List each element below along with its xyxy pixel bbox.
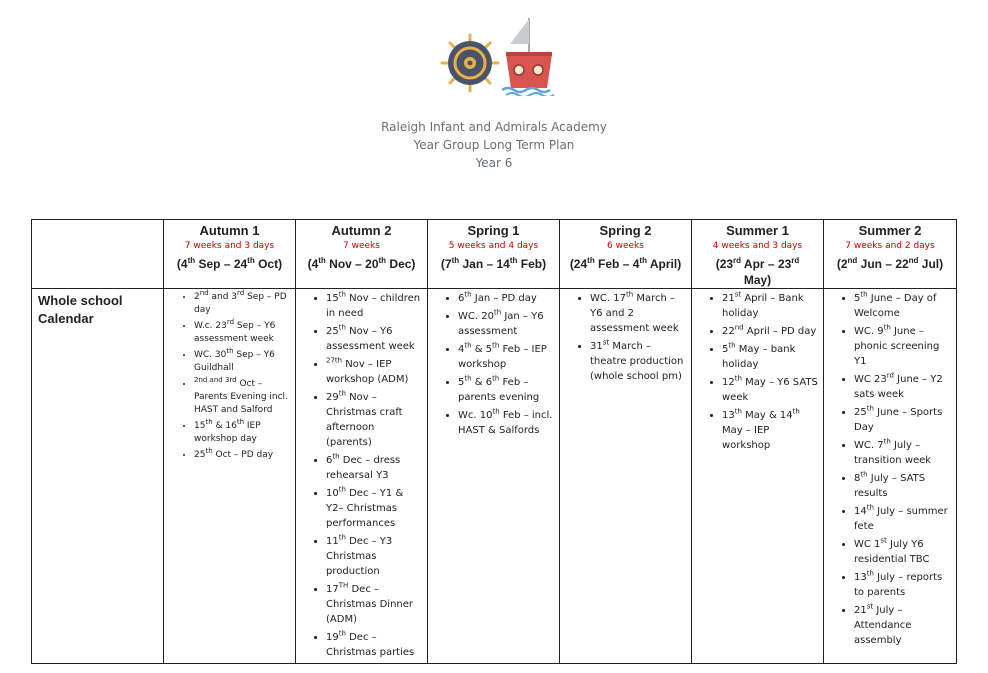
list-item: • 10th Dec – Y1 & Y2– Christmas performances [326, 486, 423, 531]
list-item: • $^{27th}$ Nov – IEP workshop (ADM) [326, 357, 423, 387]
term-weeks: 4 weeks and 3 days [712, 241, 803, 251]
boat-icon [502, 18, 554, 96]
list-item: • WC. 17th March – Y6 and 2 assessment week [590, 291, 687, 336]
list-item: • 15th & 16th IEP workshop day [194, 420, 291, 446]
term-header-row [32, 220, 957, 289]
term-name: Summer 2 [858, 223, 922, 238]
list-item: • 25th Nov – Y6 assessment week [326, 324, 423, 354]
list-item: • 21st July – Attendance assembly [854, 603, 952, 648]
list-item: • WC. 7th July – transition week [854, 438, 952, 468]
autumn1-events-cell [164, 289, 296, 664]
calendar-row [32, 289, 957, 664]
list-item: • WC 23rd June – Y2 sats week [854, 372, 952, 402]
list-item: • 5th June – Day of Welcome [854, 291, 952, 321]
term-dates: (24th Feb – 4th April) [569, 256, 682, 271]
ship-wheel-icon [442, 35, 498, 91]
list-item: • 14th July – summer fete [854, 504, 952, 534]
term-weeks: 7 weeks and 2 days [845, 241, 935, 251]
list-item: • WC. 9th June – phonic screening Y1 [854, 324, 952, 369]
school-name: Raleigh Infant and Admirals Academy [381, 120, 607, 134]
term-name: Spring 1 [467, 223, 520, 238]
list-item: • 22nd April – PD day [722, 324, 819, 339]
year-group: Year 6 [475, 156, 513, 170]
term-header [164, 220, 296, 289]
term-header [560, 220, 692, 289]
plan-title: Year Group Long Term Plan [413, 138, 575, 152]
list-item: • 12th May – Y6 SATS week [722, 375, 819, 405]
list-item: • 25th June – Sports Day [854, 405, 952, 435]
spring2-events-cell [560, 289, 692, 664]
term-header [428, 220, 560, 289]
term-weeks: 5 weeks and 4 days [448, 241, 539, 251]
list-item: • WC. 20th Jan – Y6 assessment [458, 309, 555, 339]
list-item: • 5th May – bank holiday [722, 342, 819, 372]
term-dates: (23rd Apr – 23rd May) [715, 256, 800, 287]
list-item: • $^{2nd and 3rd}$ Oct – Parents Evening incl. HAST and Salford [194, 378, 291, 417]
summer1-events-cell [692, 289, 824, 664]
term-header [296, 220, 428, 289]
list-item: • 29th Nov – Christmas craft afternoon (parents) [326, 390, 423, 450]
autumn2-events-cell [296, 289, 428, 664]
list-item: • 4th & 5th Feb – IEP workshop [458, 342, 555, 372]
term-name: Spring 2 [599, 223, 652, 238]
list-item: • W.c. 23rd Sep – Y6 assessment week [194, 320, 291, 346]
list-item: • Wc. 10th Feb – incl. HAST & Salfords [458, 408, 555, 438]
term-weeks: 7 weeks and 3 days [184, 241, 275, 251]
event-list [692, 291, 823, 453]
list-item: • 31st March – theatre production (whole school pm) [590, 339, 687, 384]
long-term-plan-table [31, 219, 957, 664]
term-dates: (7th Jan – 14th Feb) [440, 256, 547, 271]
term-dates: (4th Sep – 24th Oct) [176, 256, 283, 271]
list-item: • 6th Jan – PD day [458, 291, 555, 306]
event-list [428, 291, 559, 438]
list-item: • 15th Nov – children in need [326, 291, 423, 321]
list-item: • 2nd and 3rd Sep – PD day [194, 291, 291, 317]
list-item: • WC 1st July Y6 residential TBC [854, 537, 952, 567]
academy-logo [440, 14, 560, 96]
term-name: Autumn 2 [331, 223, 392, 238]
list-item: • 25th Oct – PD day [194, 449, 291, 462]
document-heading [0, 118, 988, 172]
list-item: • 13th May & 14th May – IEP workshop [722, 408, 819, 453]
list-item: • WC. 30th Sep – Y6 Guildhall [194, 349, 291, 375]
term-header [692, 220, 824, 289]
event-list [296, 291, 427, 660]
term-weeks: 7 weeks [343, 241, 380, 251]
event-list [824, 291, 956, 648]
list-item: • 17TH Dec – Christmas Dinner (ADM) [326, 582, 423, 627]
event-list [560, 291, 691, 384]
list-item: • 8th July – SATS results [854, 471, 952, 501]
summer2-events-cell [824, 289, 957, 664]
term-name: Summer 1 [726, 223, 789, 238]
event-list [164, 291, 295, 462]
term-header [824, 220, 957, 289]
list-item: • 11th Dec – Y3 Christmas production [326, 534, 423, 579]
term-dates: (2nd Jun – 22nd Jul) [836, 256, 944, 271]
empty-corner-cell [32, 220, 164, 289]
spring1-events-cell [428, 289, 560, 664]
term-name: Autumn 1 [199, 223, 260, 238]
list-item: • 19th Dec – Christmas parties [326, 630, 423, 660]
row-label: Whole school Calendar [32, 289, 164, 664]
list-item: • 6th Dec – dress rehearsal Y3 [326, 453, 423, 483]
list-item: • 13th July – reports to parents [854, 570, 952, 600]
list-item: • 5th & 6th Feb – parents evening [458, 375, 555, 405]
term-weeks: 6 weeks [607, 241, 644, 251]
list-item: • 21st April – Bank holiday [722, 291, 819, 321]
term-dates: (4th Nov – 20th Dec) [307, 256, 416, 271]
